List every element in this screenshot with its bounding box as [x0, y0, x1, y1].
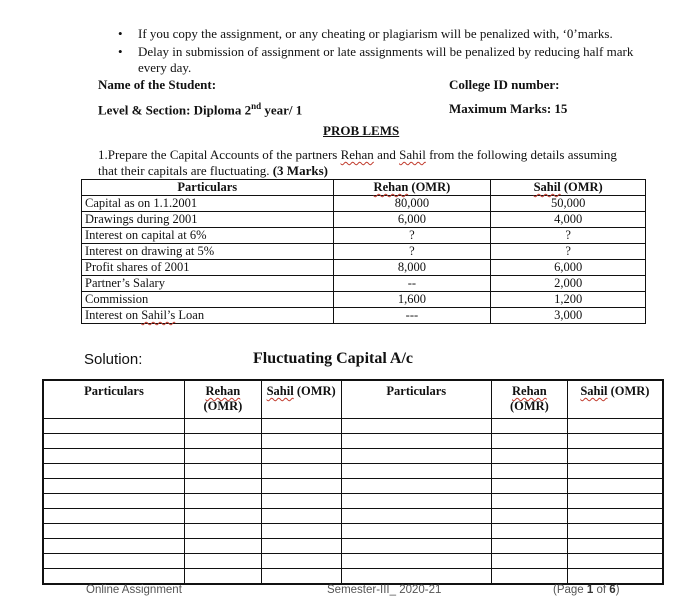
sahil-value: 6,000	[491, 260, 646, 276]
answer-cell	[492, 494, 568, 509]
answer-row	[43, 509, 663, 524]
row-label-part: Interest on	[85, 308, 142, 322]
table-row	[82, 292, 646, 308]
problems-title: PROB LEMS	[323, 123, 400, 138]
answer-cell	[341, 479, 491, 494]
answer-cell	[43, 464, 185, 479]
footer-left: Online Assignment	[86, 584, 182, 596]
col-header-text: Rehan	[373, 180, 409, 194]
answer-cell	[567, 524, 663, 539]
table-row	[82, 276, 646, 292]
col-header-rehan-right	[492, 380, 568, 419]
answer-cell	[492, 539, 568, 554]
answer-cell	[492, 569, 568, 585]
answer-cell	[492, 524, 568, 539]
answer-cell	[185, 419, 262, 434]
answer-cell	[567, 554, 663, 569]
answer-cell	[43, 569, 185, 585]
rule-text-cont: every day.	[138, 60, 192, 75]
answer-cell	[492, 449, 568, 464]
sahil-value: 50,000	[491, 196, 646, 212]
answer-cell	[261, 554, 341, 569]
answer-cell	[567, 539, 663, 554]
answer-cell	[492, 464, 568, 479]
question-text	[98, 147, 617, 163]
answer-cell	[341, 464, 491, 479]
footer-text: )	[615, 584, 620, 596]
level-sup: nd	[251, 101, 262, 111]
col-header-text: Rehan	[205, 384, 241, 398]
answer-cell	[567, 494, 663, 509]
answer-row	[43, 554, 663, 569]
level-section-label	[98, 101, 302, 118]
answer-row	[43, 464, 663, 479]
col-header-unit: (OMR)	[607, 384, 650, 398]
row-label: Capital as on 1.1.2001	[82, 196, 334, 212]
table-row	[82, 308, 646, 324]
answer-cell	[341, 554, 491, 569]
question-text-line2	[98, 163, 328, 179]
answer-cell	[185, 479, 262, 494]
answer-row	[43, 569, 663, 585]
solution-table-body	[43, 419, 663, 585]
question-part: and	[373, 147, 400, 162]
answer-cell	[567, 509, 663, 524]
answer-cell	[185, 494, 262, 509]
answer-cell	[185, 464, 262, 479]
rehan-value: 80,000	[333, 196, 491, 212]
answer-cell	[341, 419, 491, 434]
answer-row	[43, 524, 663, 539]
sahil-value: ?	[491, 244, 646, 260]
answer-cell	[341, 509, 491, 524]
answer-cell	[43, 554, 185, 569]
col-header-text: Sahil	[533, 180, 561, 194]
answer-cell	[185, 569, 262, 585]
sahil-value: 4,000	[491, 212, 646, 228]
page-total: 6	[609, 584, 616, 596]
answer-cell	[43, 479, 185, 494]
col-header-text: Rehan	[512, 384, 547, 398]
answer-row	[43, 419, 663, 434]
answer-cell	[567, 464, 663, 479]
partner-name: Sahil	[399, 147, 426, 162]
col-header-particulars-left: Particulars	[43, 380, 185, 419]
max-marks-label: Maximum Marks: 15	[449, 101, 568, 116]
answer-cell	[261, 479, 341, 494]
answer-row	[43, 479, 663, 494]
col-header-rehan	[333, 180, 491, 196]
rehan-value: 1,600	[333, 292, 491, 308]
answer-cell	[43, 494, 185, 509]
row-label: Interest on capital at 6%	[82, 228, 334, 244]
answer-cell	[185, 509, 262, 524]
col-header-particulars-right: Particulars	[341, 380, 491, 419]
answer-cell	[567, 479, 663, 494]
footer-page	[553, 584, 620, 596]
answer-cell	[492, 419, 568, 434]
solution-label: Solution:	[84, 351, 143, 368]
answer-cell	[492, 479, 568, 494]
row-label-part: Loan	[175, 308, 205, 322]
rehan-value: 6,000	[333, 212, 491, 228]
answer-cell	[261, 509, 341, 524]
marks-label: (3 Marks)	[272, 163, 328, 178]
answer-cell	[43, 419, 185, 434]
col-header-sahil	[491, 180, 646, 196]
sahil-value: ?	[491, 228, 646, 244]
rehan-value: ---	[333, 308, 491, 324]
row-label	[82, 308, 334, 324]
bullet-icon: •	[118, 26, 123, 41]
answer-cell	[341, 524, 491, 539]
rehan-value: 8,000	[333, 260, 491, 276]
table-row	[82, 212, 646, 228]
table-row	[82, 228, 646, 244]
sahil-value: 2,000	[491, 276, 646, 292]
answer-cell	[43, 509, 185, 524]
answer-cell	[261, 569, 341, 585]
answer-cell	[341, 539, 491, 554]
answer-cell	[185, 524, 262, 539]
answer-cell	[185, 449, 262, 464]
answer-cell	[261, 464, 341, 479]
student-name-label: Name of the Student:	[98, 77, 217, 92]
question-part: 1.Prepare the Capital Accounts of the partners	[98, 147, 341, 162]
answer-cell	[185, 554, 262, 569]
row-label: Drawings during 2001	[82, 212, 334, 228]
row-label: Commission	[82, 292, 334, 308]
answer-cell	[185, 434, 262, 449]
answer-cell	[43, 434, 185, 449]
table-row	[82, 196, 646, 212]
partner-name: Rehan	[340, 147, 374, 162]
col-header-unit: (OMR)	[560, 180, 603, 194]
answer-cell	[567, 569, 663, 585]
rehan-value: ?	[333, 244, 491, 260]
answer-cell	[261, 494, 341, 509]
bullet-icon: •	[118, 44, 123, 59]
footer-text: of	[593, 584, 610, 596]
college-id-label: College ID number:	[449, 77, 560, 92]
answer-row	[43, 434, 663, 449]
col-header-rehan-left	[185, 380, 262, 419]
sahil-value: 3,000	[491, 308, 646, 324]
sahil-value: 1,200	[491, 292, 646, 308]
table-row	[82, 260, 646, 276]
answer-cell	[43, 539, 185, 554]
rule-text: Delay in submission of assignment or late assignments will be penalized by reducing half mark	[138, 44, 634, 59]
answer-cell	[261, 524, 341, 539]
solution-title: Fluctuating Capital A/c	[253, 350, 414, 367]
table-header-row	[82, 180, 646, 196]
col-header-sahil-left	[261, 380, 341, 419]
col-header-sahil-right	[567, 380, 663, 419]
level-rest: year/ 1	[261, 102, 303, 118]
table-row	[82, 244, 646, 260]
col-header-unit: (OMR)	[509, 399, 549, 413]
rule-text: If you copy the assignment, or any cheating or plagiarism will be penalized with, ‘0’marks.	[138, 26, 613, 41]
answer-cell	[261, 449, 341, 464]
answer-cell	[261, 539, 341, 554]
answer-cell	[567, 419, 663, 434]
answer-row	[43, 449, 663, 464]
answer-row	[43, 494, 663, 509]
answer-cell	[43, 524, 185, 539]
answer-cell	[185, 539, 262, 554]
answer-cell	[492, 434, 568, 449]
answer-cell	[341, 569, 491, 585]
answer-row	[43, 539, 663, 554]
col-header-unit: (OMR)	[293, 384, 336, 398]
level-text: Level & Section: Diploma 2	[98, 102, 252, 118]
row-label: Partner’s Salary	[82, 276, 334, 292]
answer-cell	[341, 434, 491, 449]
answer-cell	[492, 509, 568, 524]
question-part: that their capitals are fluctuating.	[98, 163, 273, 178]
row-label: Interest on drawing at 5%	[82, 244, 334, 260]
row-label: Profit shares of 2001	[82, 260, 334, 276]
footer-center: Semester-III_ 2020-21	[327, 584, 442, 596]
answer-cell	[567, 449, 663, 464]
col-header-text: Sahil	[580, 384, 608, 398]
answer-cell	[261, 419, 341, 434]
answer-cell	[341, 449, 491, 464]
table-header-row	[43, 380, 663, 419]
col-header-unit: (OMR)	[408, 180, 451, 194]
rehan-value: ?	[333, 228, 491, 244]
answer-cell	[567, 434, 663, 449]
problem-table	[81, 179, 646, 324]
solution-table	[42, 379, 664, 585]
rehan-value: --	[333, 276, 491, 292]
answer-cell	[341, 494, 491, 509]
answer-cell	[492, 554, 568, 569]
col-header-text: Sahil	[266, 384, 294, 398]
footer-text: (Page	[553, 584, 587, 596]
question-part: from the following details assuming	[425, 147, 617, 162]
row-label-part: Sahil’s	[141, 308, 176, 322]
col-header-particulars: Particulars	[82, 180, 334, 196]
answer-cell	[43, 449, 185, 464]
col-header-unit: (OMR)	[203, 399, 243, 413]
answer-cell	[261, 434, 341, 449]
page-number: 1	[586, 584, 594, 596]
